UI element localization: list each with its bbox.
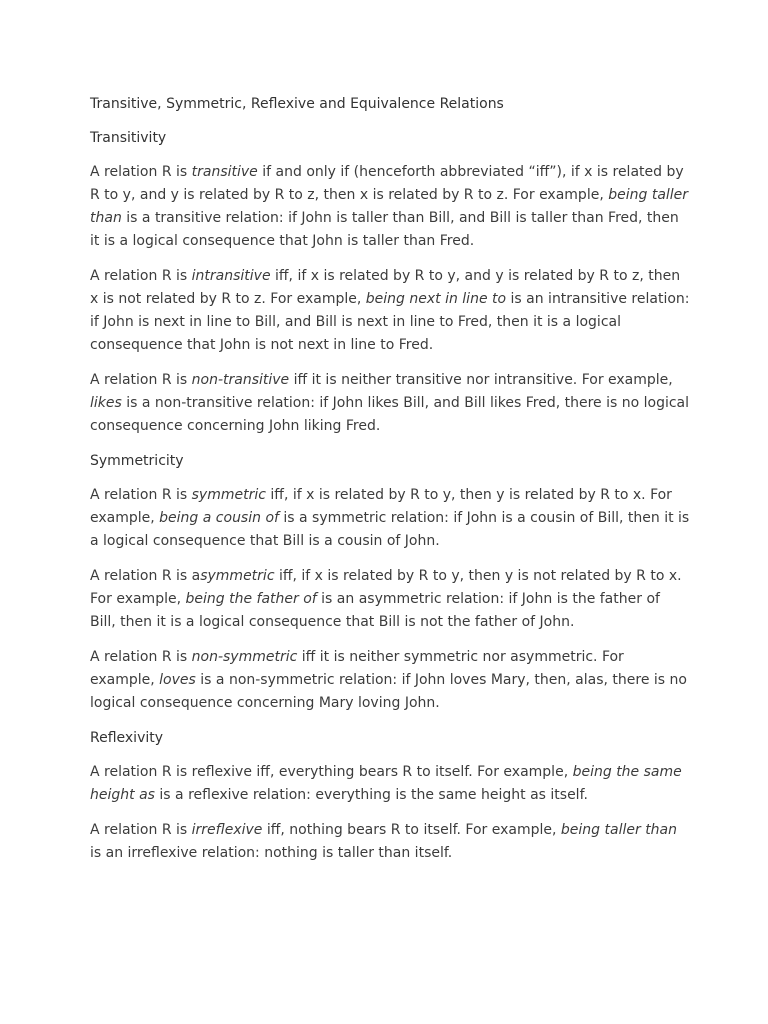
italic-term: being the father of — [185, 591, 317, 607]
document-page — [90, 93, 690, 877]
italic-term: being the same height as — [90, 764, 682, 803]
paragraph: A relation R is reflexive iff, everything bears R to itself. For example, being the same height as is a reflexive relation: everything is the same height as itself. — [90, 764, 682, 803]
italic-term: irreflexive — [191, 822, 263, 838]
italic-term: being taller than — [560, 822, 678, 838]
document-title: Transitive, Symmetric, Reflexive and Equivalence Relations — [90, 96, 504, 112]
italic-term: symmetric — [200, 568, 275, 584]
italic-term: loves — [159, 672, 196, 688]
paragraph: A relation R is non-transitive iff it is neither transitive nor intransitive. For example, likes is a non-transitive relation: if John likes Bill, and Bill likes Fred, there is no logical consequence concerning John liking Fred. — [90, 372, 690, 434]
italic-term: being next in line to — [365, 291, 507, 307]
italic-term: transitive — [191, 164, 258, 180]
italic-term: being taller than — [90, 187, 689, 226]
italic-term: being a cousin of — [159, 510, 279, 526]
italic-term: intransitive — [191, 268, 271, 284]
paragraph: A relation R is intransitive iff, if x is related by R to y, and y is related by R to z, then x is not related by R to z. For example, being next in line to is an intransitive relation: if John is next in line to Bill, and Bill is next in line to Fred, then it is a logical consequence that John is not next in line to Fred. — [90, 268, 690, 353]
italic-term: symmetric — [191, 487, 266, 503]
italic-term: non-transitive — [191, 372, 290, 388]
paragraph: A relation R is transitive if and only if (henceforth abbreviated “iff”), if x is related by R to y, and y is related by R to z, then x is related by R to z. For example, being taller than is a transitive relation: if John is taller than Bill, and Bill is taller than Fred, then it is a logical consequence that John is taller than Fred. — [90, 164, 689, 249]
section-heading-transitivity: Transitivity — [90, 130, 167, 146]
paragraph: A relation R is symmetric iff, if x is related by R to y, then y is related by R to x. For example, being a cousin of is a symmetric relation: if John is a cousin of Bill, then it is a logical consequence that Bill is a cousin of John. — [90, 487, 690, 549]
paragraph: A relation R is non-symmetric iff it is neither symmetric nor asymmetric. For example, loves is a non-symmetric relation: if John loves Mary, then, alas, there is no logical consequence concerning Mary loving John. — [90, 649, 687, 711]
italic-term: likes — [90, 395, 122, 411]
section-heading-reflexivity: Reflexivity — [90, 730, 164, 746]
document-body — [90, 127, 690, 865]
paragraph: A relation R is irreflexive iff, nothing bears R to itself. For example, being taller than is an irreflexive relation: nothing is taller than itself. — [90, 822, 678, 861]
paragraph: A relation R is asymmetric iff, if x is related by R to y, then y is not related by R to x. For example, being the father of is an asymmetric relation: if John is the father of Bill, then it is a logical consequence that Bill is not the father of John. — [90, 568, 682, 630]
section-heading-symmetricity: Symmetricity — [90, 453, 184, 469]
italic-term: non-symmetric — [191, 649, 298, 665]
